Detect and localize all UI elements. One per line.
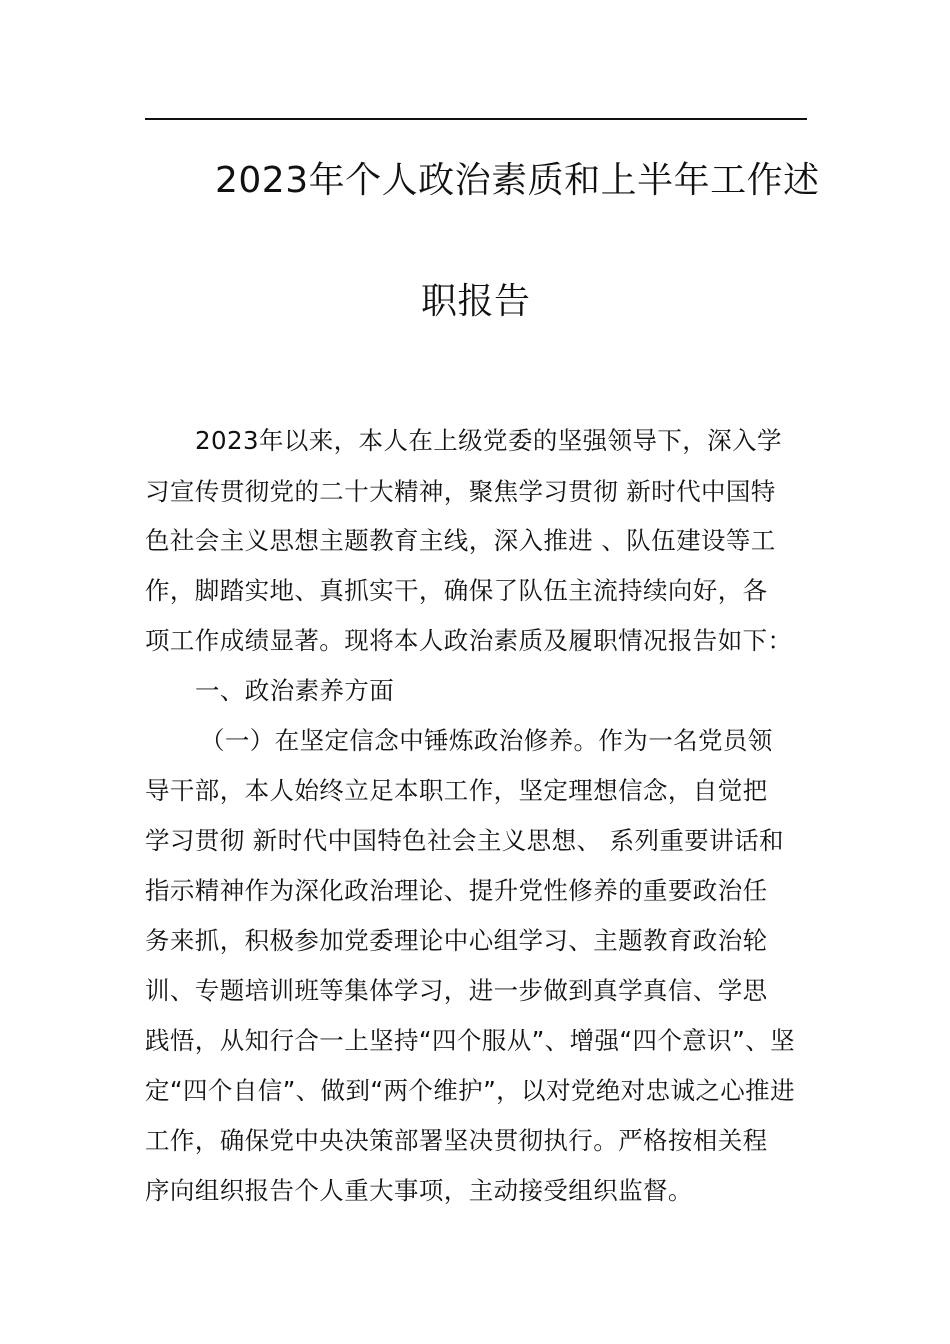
paragraph-1-line-5: 项工作成绩显著。现将本人政治素质及履职情况报告如下： <box>145 626 793 655</box>
section-heading-political: 一、政治素养方面 <box>195 676 395 705</box>
paragraph-1-line-4: 作，脚踏实地、真抓实干，确保了队伍主流持续向好，各 <box>145 576 768 605</box>
paragraph-2-line-6: 训、专题培训班等集体学习，进一步做到真学真信、学思 <box>145 976 768 1005</box>
document-title-line-2: 职报告 <box>421 281 531 322</box>
paragraph-2-line-4: 指示精神作为深化政治理论、提升党性修养的重要政治任 <box>145 876 768 905</box>
paragraph-2-line-9: 工作，确保党中央决策部署坚决贯彻执行。严格按相关程 <box>145 1126 768 1155</box>
paragraph-2-line-2: 导干部，本人始终立足本职工作，坚定理想信念，自觉把 <box>145 776 768 805</box>
paragraph-2-line-8: 定“四个自信”、做到“两个维护”，以对党绝对忠诚之心推进 <box>145 1076 795 1105</box>
paragraph-2-line-3: 学习贯彻 新时代中国特色社会主义思想、 系列重要讲话和 <box>145 826 784 855</box>
paragraph-2-line-5: 务来抓，积极参加党委理论中心组学习、主题教育政治轮 <box>145 926 768 955</box>
top-rule-divider <box>145 118 807 120</box>
paragraph-2-line-1: （一）在坚定信念中锤炼政治修养。作为一名党员领 <box>200 726 773 755</box>
paragraph-1-line-3: 色社会主义思想主题教育主线，深入推进 、队伍建设等工 <box>145 526 776 555</box>
paragraph-1-line-2: 习宣传贯彻党的二十大精神，聚焦学习贯彻 新时代中国特 <box>145 477 776 506</box>
paragraph-1-line-1: 2023年以来，本人在上级党委的坚强领导下，深入学 <box>195 426 782 455</box>
document-title-line-1: 2023年个人政治素质和上半年工作述 <box>215 160 820 201</box>
paragraph-2-line-7: 践悟，从知行合一上坚持“四个服从”、增强“四个意识”、坚 <box>145 1026 795 1055</box>
paragraph-2-line-10: 序向组织报告个人重大事项，主动接受组织监督。 <box>145 1176 693 1205</box>
